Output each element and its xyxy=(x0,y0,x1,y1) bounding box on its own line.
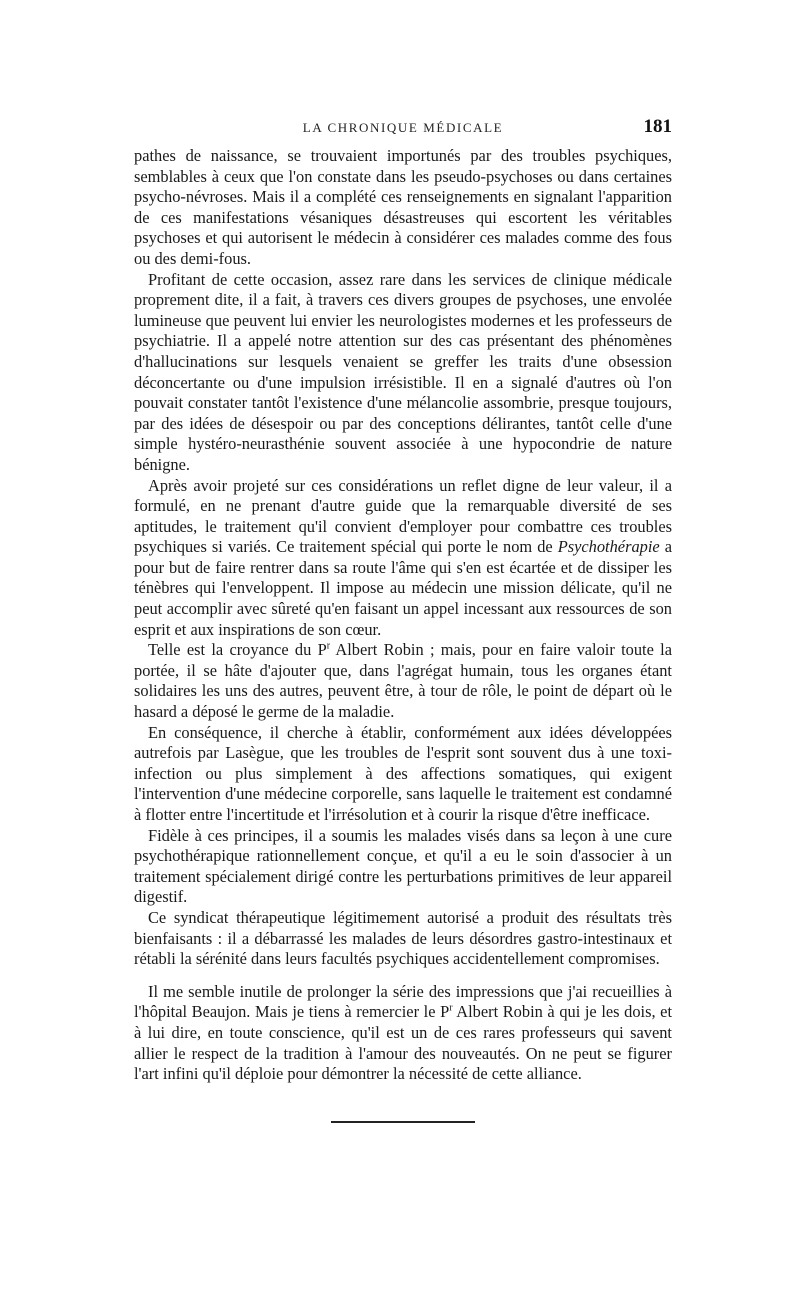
paragraph-text: Telle est la croyance du P xyxy=(148,640,327,660)
paragraph xyxy=(134,982,672,1085)
paragraph-text: Albert Robin ; mais, pour en faire valoir toute la portée, il se hâte d'ajouter que, dans l'agrégat humain, tous les organes étant solidaires les uns des autres, peuvent être, à tour de rôle, le point de départ où le hasard a déposé le germe de la maladie. xyxy=(134,640,672,722)
running-title: LA CHRONIQUE MÉDICALE xyxy=(302,120,504,135)
end-rule xyxy=(331,1121,475,1123)
italic-term: Psychothérapie xyxy=(557,537,660,557)
paragraph: Ce syndicat thérapeutique légitimement autorisé a produit des résultats très bienfaisants : il a débarrassé les malades de leurs désordres gastro-intestinaux et rétabli la sérénité dans leurs facultés psychiques accidentellement compromises. xyxy=(134,907,672,969)
body-text xyxy=(134,146,672,1085)
paragraph xyxy=(134,476,672,641)
paragraph-text: Après avoir projeté sur ces considérations un reflet digne de leur valeur, il a formulé, en ne prenant d'autre guide que la remarquable diversité de ses aptitudes, le traitement qu'il convient d'employer pour combattre ces troubles psychiques si variés. Ce traitement spécial qui porte le nom de xyxy=(134,475,672,557)
paragraph: Fidèle à ces principes, il a soumis les malades visés dans sa leçon à une cure psychothérapique rationnellement conçue, et qu'il a eu le soin d'associer à un traitement spécialement dirigé contre les perturbations primitives de leur appareil digestif. xyxy=(134,825,672,907)
page-number: 181 xyxy=(643,116,672,137)
superscript: r xyxy=(449,1002,453,1014)
paragraph: En conséquence, il cherche à établir, conformément aux idées développées autrefois par Lasègue, que les troubles de l'esprit sont souvent dus à une toxi-infection ou plus simplement à des affections somatiques, qui exigent l'intervention d'une médecine corporelle, sans laquelle le traitement est condamné à flotter entre l'incertitude et l'irrésolution et à courir la risque d'être inefficace. xyxy=(134,722,672,824)
paragraph: pathes de naissance, se trouvaient importunés par des troubles psychiques, semblables à ceux que l'on constate dans les pseudo-psychoses ou dans certaines psycho-névroses. Mais il a complété ces renseignements en signalant l'apparition de ces manifestations vésaniques désastreuses qui escortent les véritables psychoses et qui autorisent le médecin à considérer ces malades comme des fous ou des demi-fous. xyxy=(134,146,672,268)
page-header xyxy=(134,116,672,140)
paragraph-text: Albert Robin à qui je les dois, et à lui dire, en toute conscience, qu'il est un de ces rares professeurs qui savent allier le respect de la tradition à l'amour des nouveautés. On ne peut se figurer l'art infini qu'il déploie pour démontrer la nécessité de cette alliance. xyxy=(134,1002,672,1084)
superscript: r xyxy=(326,640,331,652)
paragraph-text: a pour but de faire rentrer dans sa route l'âme qui s'en est écartée et de dissiper les ténèbres qui l'enveloppent. Il impose au médecin une mission délicate, qu'il ne peut accomplir avec sûreté qu'en faisant un appel incessant aux ressources de son esprit et aux inspirations de son cœur. xyxy=(134,537,673,639)
paragraph: Profitant de cette occasion, assez rare dans les services de clinique médicale proprement dite, il a fait, à travers ces divers groupes de psychoses, une envolée lumineuse que peuvent lui envier les neurologistes modernes et les professeurs de psychiatrie. Il a appelé notre attention sur des cas présentant des phénomènes d'hallucinations sur lesquels venaient se greffer les traits d'une obsession déconcertante ou d'une impulsion irrésistible. Il en a signalé d'autres où l'on pouvait constater tantôt l'existence d'une mélancolie assombrie, presque toujours, par des idées de désespoir ou par des conceptions délirantes, tantôt celle d'une simple hystéro-neurasthénie souvent associée à une hypocondrie de nature bénigne. xyxy=(134,269,672,474)
document-page xyxy=(134,116,672,1123)
paragraph xyxy=(134,640,672,722)
paragraph-text: Il me semble inutile de prolonger la série des impressions que j'ai recueillies à l'hôpital Beaujon. Mais je tiens à remercier le P xyxy=(134,981,672,1022)
